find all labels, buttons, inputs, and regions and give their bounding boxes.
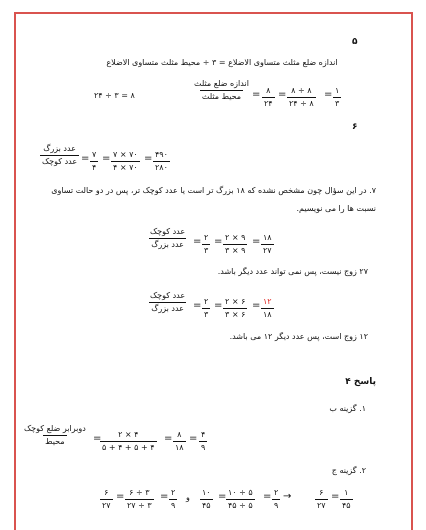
a4-item2-fraction-e: ۱۰ ۴۵: [202, 488, 211, 510]
q7-case1-fraction-1: ۲ ۳: [204, 233, 209, 255]
a4-item2-fraction-c: ۲ ۹: [274, 488, 279, 510]
q7-case1-ratio: عدد کوچک عدد بزرگ: [150, 227, 186, 249]
q7-case2-note: ۱۲ زوج است، پس عدد دیگر ۱۲ می باشد.: [229, 332, 368, 341]
a4-item1-fraction-2: ۸ ۱۸: [175, 430, 184, 452]
q7-case2-fraction-3: ۱۲ ۱۸: [263, 297, 272, 319]
question-7-text-2: نسبت ها را می نویسیم.: [296, 204, 376, 213]
answer-4-title: پاسخ ۴: [345, 377, 376, 387]
arrow-icon: →: [283, 491, 292, 502]
q7-case2-ratio: عدد کوچک عدد بزرگ: [150, 291, 186, 313]
a4-item2-and: و: [186, 493, 190, 502]
q7-case2-fraction-2: ۲ × ۶ ۳ × ۶: [225, 297, 246, 319]
q5-fraction-3: ۱ ۳: [335, 86, 340, 108]
q5-fraction-2: ۸ ÷ ۸ ۲۴ ÷ ۸: [289, 86, 314, 108]
question-5-number: ۵: [352, 37, 358, 47]
a4-item2-fraction-i: ۶ ۲۷: [102, 488, 111, 510]
q5-ratio: [192, 80, 251, 101]
answer-4-item-2: ۲. گزینه ج: [331, 466, 366, 475]
q6-fraction-3: ۴۹۰ ۲۸۰: [155, 150, 168, 172]
q7-case1-note: ۲۷ زوج نیست، پس نمی تواند عدد دیگر باشد.: [217, 267, 368, 276]
a4-item2-fraction-g: ۲ ۹: [171, 488, 176, 510]
q5-division: ۲۴ ÷ ۳ = ۸: [94, 91, 135, 100]
a4-item1-fraction-1: ۲ × ۴ ۵ + ۴ + ۵ + ۴: [102, 430, 155, 452]
q7-case1-fraction-3: ۱۸ ۲۷: [263, 233, 272, 255]
a4-item2-fraction-b: ۶ ۲۷: [317, 488, 326, 510]
a4-item2-fraction-d: ۱۰ ÷ ۵ ۴۵ ÷ ۵: [228, 488, 253, 510]
q6-ratio: عدد بزرگ عدد کوچک: [42, 144, 78, 166]
q5-ratio-denominator: محیط مثلث: [201, 92, 242, 101]
a4-item2-fraction-h: ۶ ÷ ۳ ۲۷ ÷ ۳: [127, 488, 152, 510]
a4-item1-fraction-3: ۴ ۹: [201, 430, 206, 452]
q5-ratio-numerator: اندازه ضلع مثلث: [194, 79, 249, 88]
a4-item2-fraction-a: ۱ ۴۵: [342, 488, 351, 510]
q6-fraction-1: ۷ ۴: [92, 150, 97, 172]
question-5-statement: اندازه ضلع مثلث متساوی الاضلاع = ۳ ÷ محیط مثلث متساوی الاضلاع: [106, 58, 338, 67]
question-6-number: ۶: [352, 122, 358, 132]
q7-case2-fraction-1: ۲ ۳: [204, 297, 209, 319]
answer-4-item-1: ۱. گزینه ب: [329, 404, 366, 413]
question-7-text-1: ۷. در این سؤال چون مشخص نشده که ۱۸ بزرگ تر است یا عدد کوچک تر، پس در دو حالت تساوی: [51, 186, 376, 195]
q7-case1-fraction-2: ۲ × ۹ ۳ × ۹: [225, 233, 246, 255]
q6-fraction-2: ۷ × ۷۰ ۴ × ۷۰: [113, 150, 138, 172]
a4-item1-ratio: دوبرابر ضلع کوچک محیط: [24, 424, 86, 446]
q5-fraction-1: ۸ ۲۴: [264, 86, 273, 108]
